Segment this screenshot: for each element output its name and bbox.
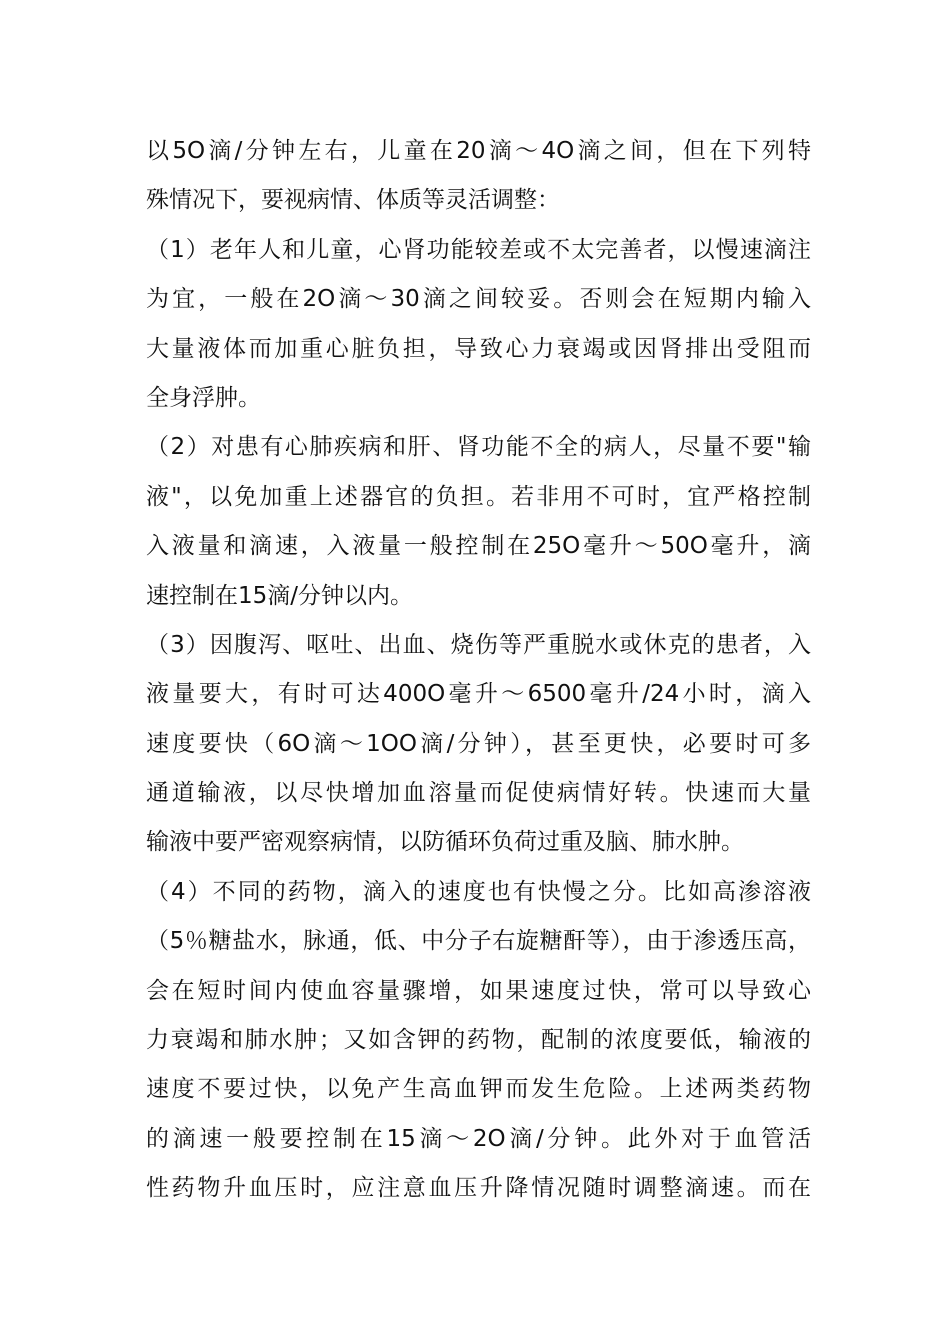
text-line-19: 力衰竭和肺水肿；又如含钾的药物，配制的浓度要低，输液的 (146, 1027, 811, 1054)
text-line-3: （1）老年人和儿童，心肾功能较差或不太完善者，以慢速滴注 (146, 236, 811, 263)
text-line-6: 全身浮肿。 (146, 384, 261, 411)
text-line-9: 入液量和滴速，入液量一般控制在25O毫升～50O毫升，滴 (146, 533, 811, 560)
text-line-18: 会在短时间内使血容量骤增，如果速度过快，常可以导致心 (146, 977, 811, 1004)
text-line-11: （3）因腹泻、呕吐、出血、烧伤等严重脱水或休克的患者，入 (146, 631, 811, 658)
text-line-1: 以5O滴/分钟左右，儿童在20滴～4O滴之间，但在下列特 (146, 138, 811, 164)
text-line-15: 输液中要严密观察病情，以防循环负荷过重及脑、肺水肿。 (146, 829, 744, 856)
text-line-10: 速控制在15滴/分钟以内。 (146, 582, 414, 609)
text-line-5: 大量液体而加重心脏负担，导致心力衰竭或因肾排出受阻而 (146, 335, 811, 362)
text-line-20: 速度不要过快，以免产生高血钾而发生危险。上述两类药物 (146, 1076, 811, 1103)
body-text (146, 127, 811, 1214)
text-line-13: 速度要快（6O滴～1OO滴/分钟），甚至更快，必要时可多 (146, 730, 811, 757)
text-line-17: （5％糖盐水，脉通，低、中分子右旋糖酐等），由于渗透压高， (146, 928, 811, 955)
text-line-12: 液量要大，有时可达400O毫升～6500毫升/24小时，滴入 (146, 681, 811, 708)
text-line-4: 为宜，一般在2O滴～30滴之间较妥。否则会在短期内输入 (146, 286, 811, 313)
text-line-16: （4）不同的药物，滴入的速度也有快慢之分。比如高渗溶液 (146, 878, 811, 905)
text-line-22: 性药物升血压时，应注意血压升降情况随时调整滴速。而在 (146, 1175, 811, 1202)
text-line-14: 通道输液，以尽快增加血溶量而促使病情好转。快速而大量 (146, 780, 811, 807)
text-line-21: 的滴速一般要控制在15滴～2O滴/分钟。此外对于血管活 (146, 1125, 811, 1152)
text-line-7: （2）对患有心肺疾病和肝、肾功能不全的病人，尽量不要"输 (146, 434, 811, 461)
text-line-8: 液"，以免加重上述器官的负担。若非用不可时，宜严格控制 (146, 483, 811, 510)
text-line-2: 殊情况下，要视病情、体质等灵活调整： (146, 187, 560, 214)
